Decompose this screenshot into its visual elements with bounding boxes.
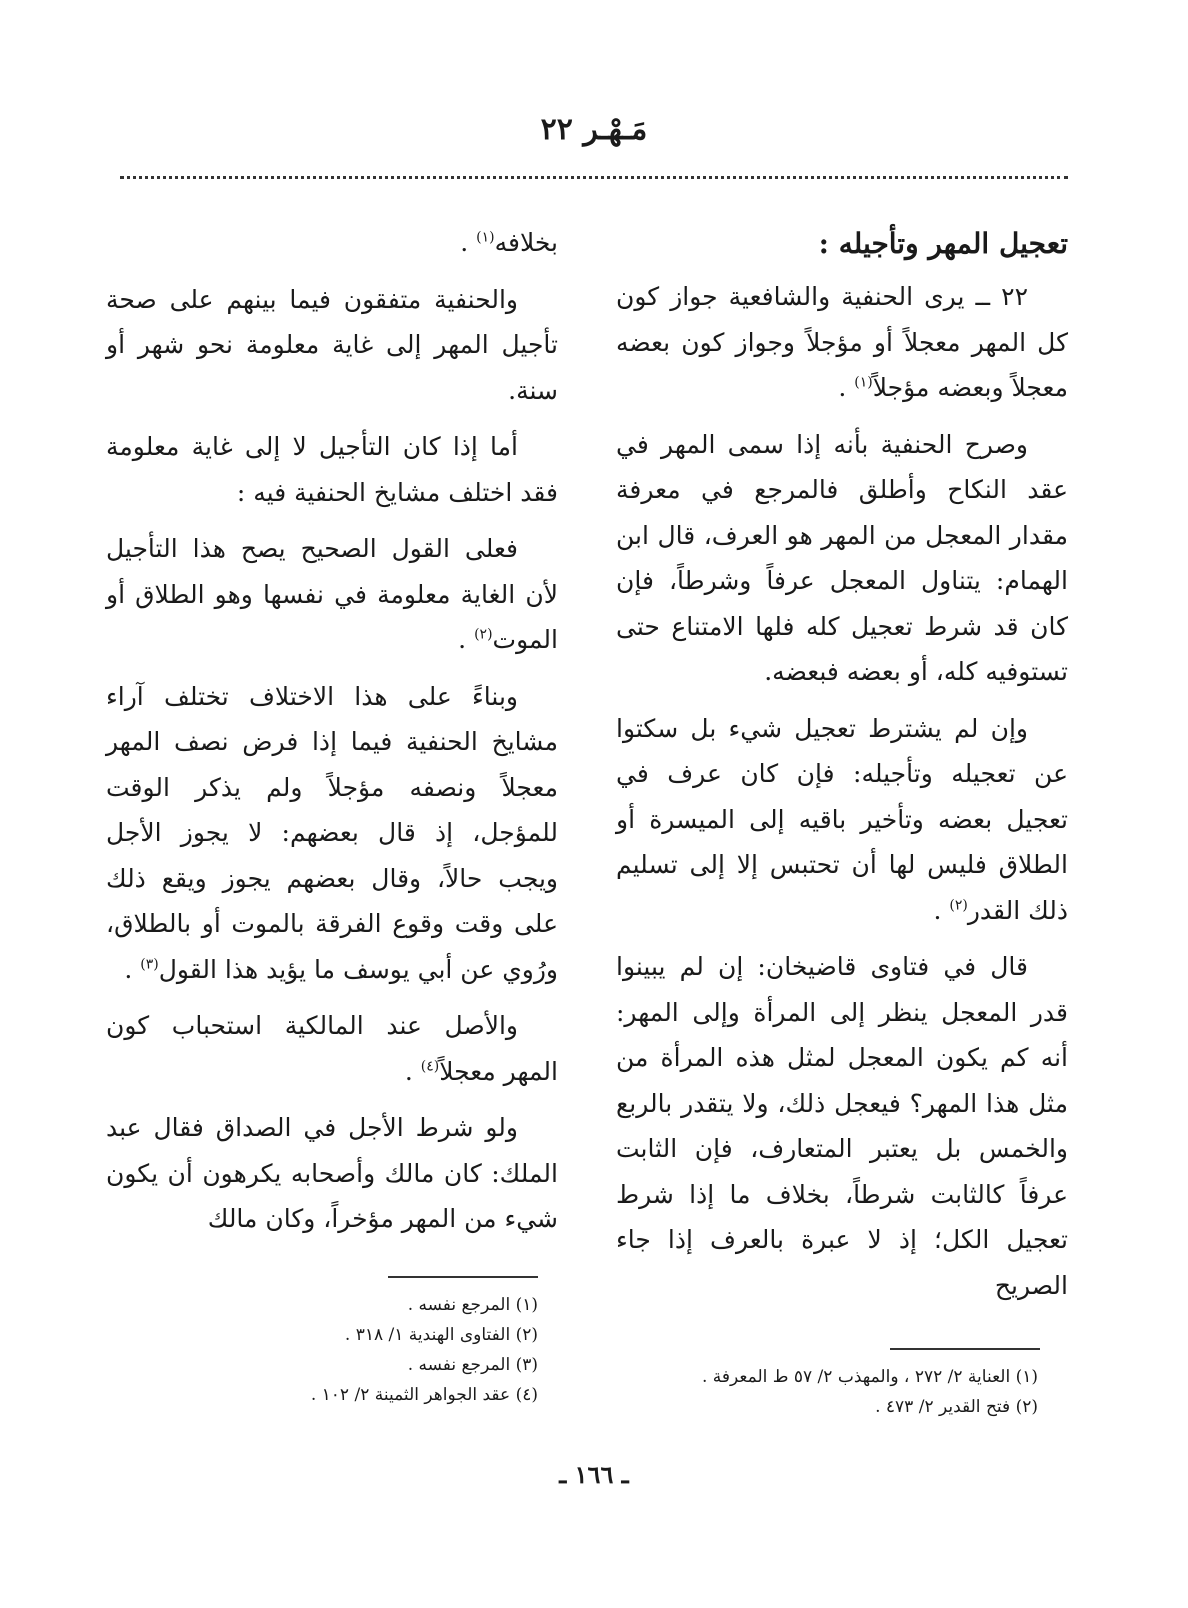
paragraph: ٢٢ ــ يرى الحنفية والشافعية جواز كون كل المهر معجلاً أو مؤجلاً وجواز كون بعضه معجلاً وبعضه مؤجلاً$^{(١)}$ . [616,282,1068,402]
paragraph: فعلى القول الصحيح يصح هذا التأجيل لأن الغاية معلومة في نفسها وهو الطلاق أو الموت$^{(٢)}$ . [106,534,558,654]
page-number: ـ ١٦٦ ـ [559,1460,629,1489]
paragraph: وإن لم يشترط تعجيل شيء بل سكتوا عن تعجيله وتأجيله: فإن كان عرف في تعجيل بعضه وتأخير باقيه إلى الميسرة أو الطلاق فليس لها أن تحتبس إلا إلى تسليم ذلك القدر$^{(٢)}$ . [616,713,1068,925]
footnote: (٣) المرجع نفسه . [407,1355,538,1375]
right-column [616,220,1068,1319]
paragraph: والحنفية متفقون فيما بينهم على صحة تأجيل المهر إلى غاية معلومة نحو شهر أو سنة. [106,284,558,405]
footnote-ref: (٢) [949,897,968,914]
left-footnotes [311,1290,538,1410]
paragraph: أما إذا كان التأجيل لا إلى غاية معلومة فقد اختلف مشايخ الحنفية فيه : [106,432,558,507]
footnote: (١) العناية ٢/ ٢٧٢ ، والمهذب ٢/ ٥٧ ط المعرفة . [701,1367,1038,1387]
footnote-ref: (٣) [140,956,159,973]
footnote: (٢) فتح القدير ٢/ ٤٧٣ . [875,1397,1038,1417]
right-footnotes [702,1362,1038,1422]
paragraph: ولو شرط الأجل في الصداق فقال عبد الملك: كان مالك وأصحابه يكرهون أن يكون شيء من المهر مؤخراً، وكان مالك [106,1113,558,1233]
footnote-ref: (٤) [420,1058,440,1075]
footnote-ref: (١) [476,229,495,246]
footnote: (٤) عقد الجواهر الثمينة ٢/ ١٠٢ . [310,1385,538,1405]
section-title: تعجيل المهر وتأجيله : [818,227,1068,260]
paragraph: وبناءً على هذا الاختلاف تختلف آراء مشايخ الحنفية فيما إذا فرض نصف المهر معجلاً ونصفه مؤجلاً ولم يذكر الوقت للمؤجل، إذ قال بعضهم: لا يجوز الأجل ويجب حالاً، وقال بعضهم يجوز ويقع ذلك على وقت وقوع الفرقة بالموت أو بالطلاق، ورُوي عن أبي يوسف ما يؤيد هذا القول$^{(٣)}$ . [106,681,558,984]
paragraph: وصرح الحنفية بأنه إذا سمى المهر في عقد النكاح وأطلق فالمرجع في معرفة مقدار المعجل من المهر هو العرف، قال ابن الهمام: يتناول المعجل عرفاً وشرطاً، فإن كان قد شرط تعجيل كله فلها الامتناع حتى تستوفيه كله، أو بعضه فبعضه. [616,429,1068,686]
running-header-title: مَـهْـر ٢٢ [540,112,648,147]
footnote-ref: (٢) [474,626,493,643]
header-dotted-rule [120,176,1068,179]
footnote-rule [890,1348,1040,1350]
footnote: (٢) الفتاوى الهندية ١/ ٣١٨ . [344,1325,538,1345]
footnote: (١) المرجع نفسه . [407,1295,538,1315]
footnote-ref: (١) [854,374,873,391]
left-column [106,220,558,1253]
paragraph: قال في فتاوى قاضيخان: إن لم يبينوا قدر المعجل ينظر إلى المرأة وإلى المهر: أنه كم يكون المعجل لمثل هذه المرأة من مثل هذا المهر؟ فيعجل ذلك، ولا يتقدر بالربع والخمس بل يعتبر المتعارف، فإن الثابت عرفاً كالثابت شرطاً، بخلاف ما إذا شرط تعجيل الكل؛ إذ لا عبرة بالعرف إذا جاء الصريح [616,952,1068,1300]
footnote-rule [388,1276,538,1278]
paragraph: والأصل عند المالكية استحباب كون المهر معجلاً$^{(٤)}$ . [106,1011,558,1086]
paragraph: بخلافه$^{(١)}$ . [460,228,558,257]
